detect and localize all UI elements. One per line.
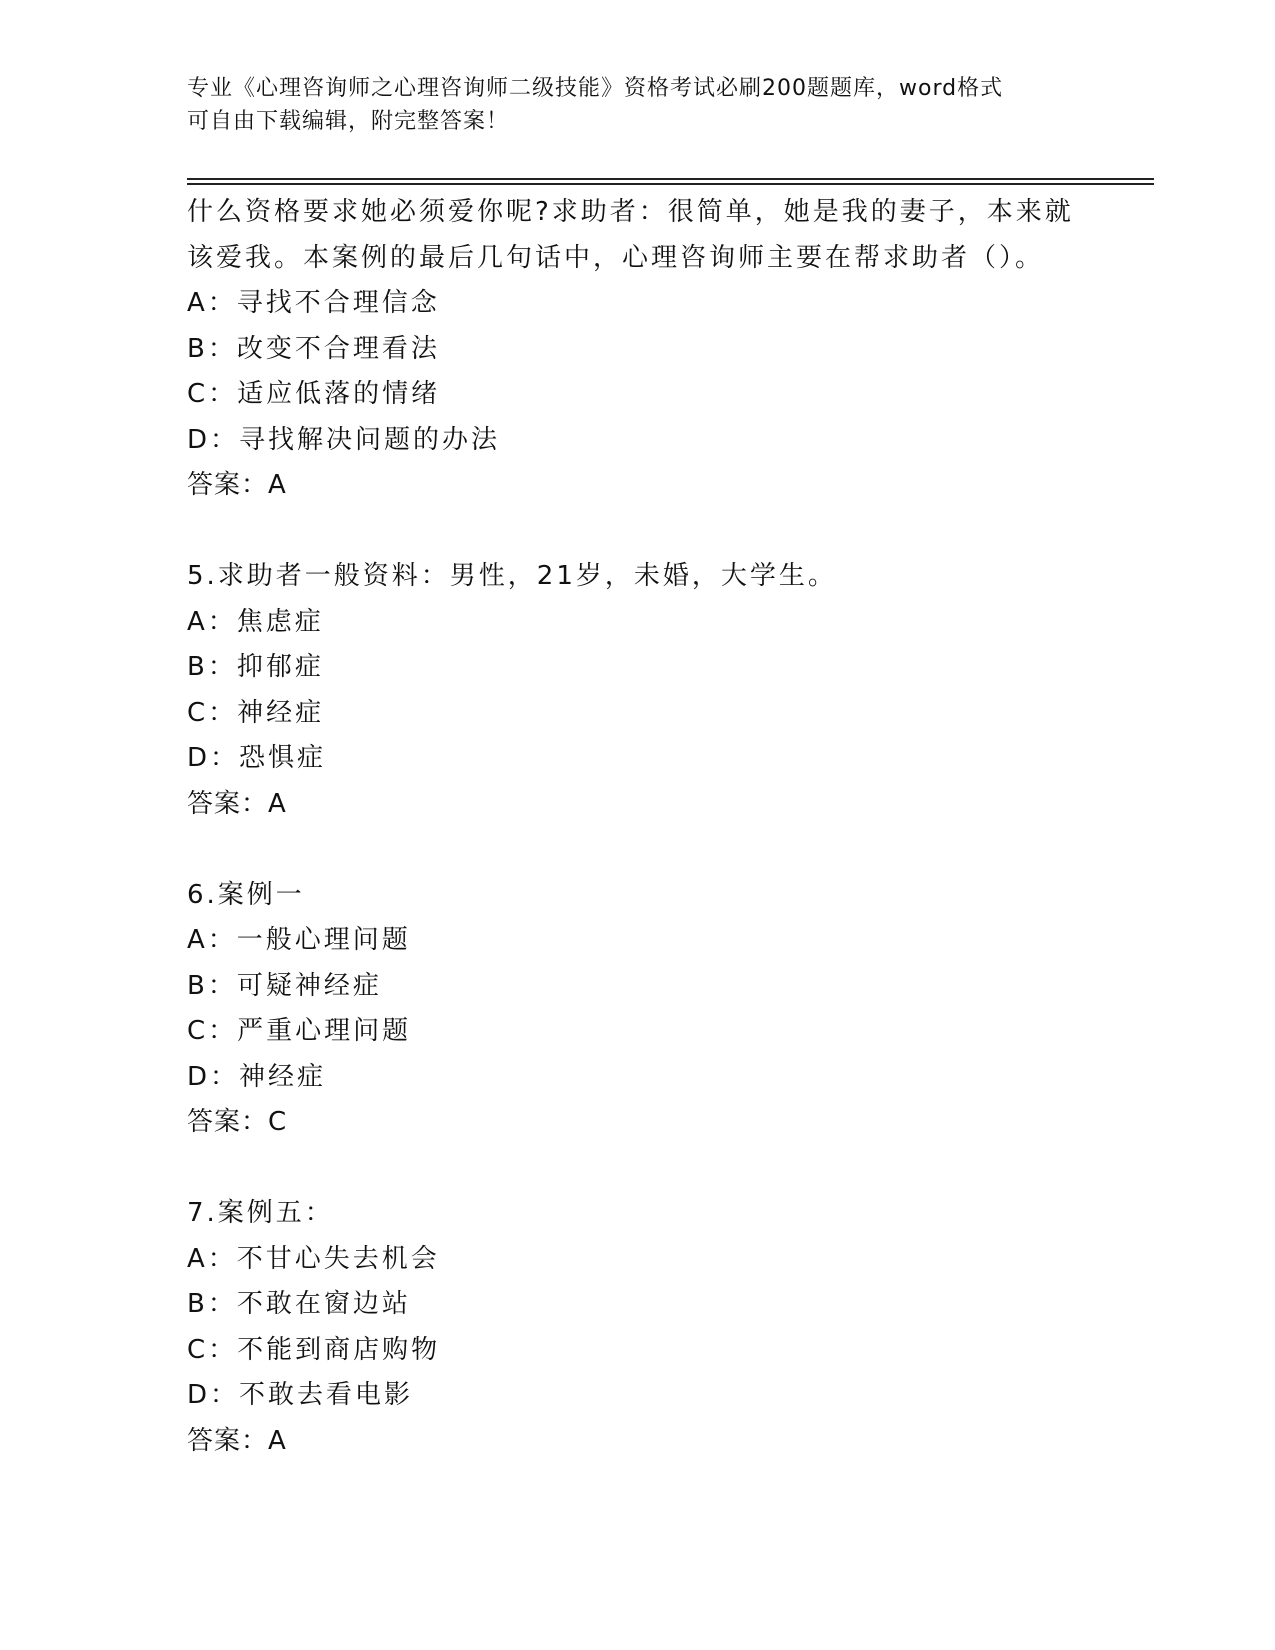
option-a: A：寻找不合理信念 bbox=[187, 288, 440, 318]
spacer bbox=[187, 1146, 1087, 1192]
question-stem: 7.案例五： bbox=[187, 1198, 334, 1228]
header-line-1: 专业《心理咨询师之心理咨询师二级技能》资格考试必刷200题题库，word格式 bbox=[187, 76, 1004, 101]
spacer bbox=[187, 827, 1087, 873]
question-block-7 bbox=[187, 1191, 1087, 1464]
question-block-6 bbox=[187, 873, 1087, 1146]
option-b: B：改变不合理看法 bbox=[187, 333, 440, 364]
option-b: B：不敢在窗边站 bbox=[187, 1289, 411, 1319]
answer-line: 答案：A bbox=[187, 470, 287, 500]
answer-line: 答案：A bbox=[187, 1425, 287, 1456]
option-a: A：焦虑症 bbox=[187, 606, 324, 637]
header-line-2: 可自由下载编辑，附完整答案！ bbox=[187, 109, 510, 134]
question-stem: 6.案例一 bbox=[187, 879, 305, 910]
option-b: B：抑郁症 bbox=[187, 652, 324, 682]
option-a: A：一般心理问题 bbox=[187, 925, 411, 955]
question-block-continued bbox=[187, 190, 1087, 509]
question-stem-line: 该爱我。本案例的最后几句话中，心理咨询师主要在帮求助者（）。 bbox=[187, 242, 1045, 273]
question-stem-line: 什么资格要求她必须爱你呢?求助者：很简单，她是我的妻子，本来就 bbox=[187, 197, 1074, 227]
option-c: C：不能到商店购物 bbox=[187, 1334, 441, 1365]
answer-line: 答案：C bbox=[187, 1107, 288, 1137]
document-header bbox=[187, 72, 1077, 138]
question-stem: 5.求助者一般资料：男性，21岁，未婚，大学生。 bbox=[187, 561, 837, 591]
option-c: C：适应低落的情绪 bbox=[187, 379, 441, 409]
option-c: C：神经症 bbox=[187, 697, 325, 728]
header-rule-bottom bbox=[187, 183, 1154, 185]
question-block-5 bbox=[187, 554, 1087, 827]
option-c: C：严重心理问题 bbox=[187, 1016, 412, 1046]
option-b: B：可疑神经症 bbox=[187, 970, 382, 1001]
spacer bbox=[187, 509, 1087, 555]
answer-line: 答案：A bbox=[187, 788, 287, 819]
option-a: A：不甘心失去机会 bbox=[187, 1243, 440, 1274]
question-list bbox=[187, 190, 1087, 1464]
option-d: D：不敢去看电影 bbox=[187, 1380, 414, 1410]
option-d: D：神经症 bbox=[187, 1061, 327, 1092]
option-d: D：寻找解决问题的办法 bbox=[187, 424, 501, 455]
header-rule-top bbox=[187, 178, 1154, 180]
option-d: D：恐惧症 bbox=[187, 743, 327, 773]
